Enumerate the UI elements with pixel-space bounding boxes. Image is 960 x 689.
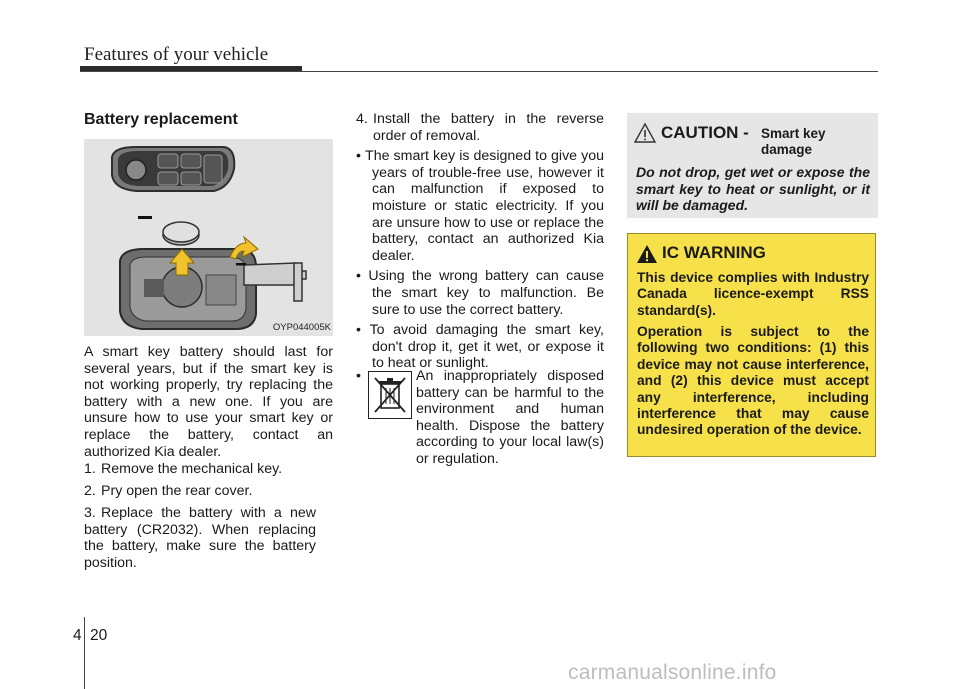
step-3: [84, 505, 316, 571]
bullet-text: Using the wrong battery can cause the smart key to malfunction. Be sure to use the correct battery.: [368, 268, 604, 318]
caution-box: [627, 113, 878, 218]
header-divider: [80, 71, 878, 72]
column-2: [356, 111, 604, 376]
step-number: 3.: [84, 505, 96, 521]
step-4: [356, 111, 604, 144]
warning-triangle-icon: [636, 244, 658, 264]
chapter-number: 4: [73, 627, 82, 644]
bullet-text: An inappropriately disposed battery can be harmful to the environment and human health. Dispose the battery according to your local law(s) or regulation.: [416, 368, 604, 467]
page-header-title: Features of your vehicle: [84, 44, 269, 65]
step-number: 2.: [84, 483, 96, 499]
ic-warning-paragraph-2: Operation is subject to the following two conditions: (1) this device may not cause interference, and (2) this device must accept any interference, including interference that may cause undesired operation of the device.: [637, 324, 869, 438]
crossed-bin-icon: [368, 371, 412, 419]
warning-triangle-icon: [633, 122, 657, 144]
watermark: carmanualsonline.info: [568, 661, 777, 684]
bullet-dot: •: [356, 368, 361, 384]
caution-subtitle: Smart key damage: [761, 126, 826, 157]
step-text: Replace the battery with a new battery (CR2032). When replacing the battery, make sure the battery position.: [84, 505, 316, 571]
step-text: Pry open the rear cover.: [101, 483, 253, 499]
smart-key-battery-figure: [84, 139, 333, 336]
ic-warning-paragraph-1: This device complies with Industry Canada licence-exempt RSS standard(s).: [637, 270, 869, 318]
bullet-item: • To avoid damaging the smart key, don't drop it, get it wet, or expose it to heat or sunlight.: [356, 322, 604, 372]
footer-divider: [84, 617, 85, 689]
smart-key-illustration: [84, 139, 333, 336]
step-2: [84, 483, 333, 500]
step-number: 4.: [356, 111, 368, 127]
intro-paragraph: A smart key battery should last for several years, but if the smart key is not working properly, try replacing the battery with a new one. If you are unsure how to use your smart key or replace the battery, contact an authorized Kia dealer.: [84, 344, 333, 460]
bullet-item: • Using the wrong battery can cause the smart key to malfunction. Be sure to use the correct battery.: [356, 268, 604, 318]
bullet-item: • The smart key is designed to give you years of trouble-free use, however it can malfunction if exposed to moisture or static electricity. If you are unsure how to use or replace the battery, contact an authorized Kia dealer.: [356, 148, 604, 264]
section-title: Battery replacement: [84, 111, 238, 128]
ic-warning-box: [627, 233, 876, 457]
ic-warning-title: IC WARNING: [662, 243, 766, 262]
step-1: [84, 461, 333, 478]
page-number: 20: [90, 627, 108, 644]
bullet-text: The smart key is designed to give you years of trouble-free use, however it can malfunction if exposed to moisture or static electricity. If you are unsure how to use or replace the battery, contact an authorized Kia dealer.: [365, 148, 604, 264]
figure-code: OYP044005K: [272, 322, 331, 333]
bullet-text: To avoid damaging the smart key, don't drop it, get it wet, or expose it to heat or sunlight.: [369, 322, 604, 372]
step-text: Remove the mechanical key.: [101, 461, 283, 477]
caution-title: CAUTION -: [661, 123, 749, 142]
step-text: Install the battery in the reverse order of removal.: [373, 111, 604, 144]
step-number: 1.: [84, 461, 96, 477]
caution-text: Do not drop, get wet or expose the smart key to heat or sunlight, or it will be damaged.: [636, 164, 870, 213]
